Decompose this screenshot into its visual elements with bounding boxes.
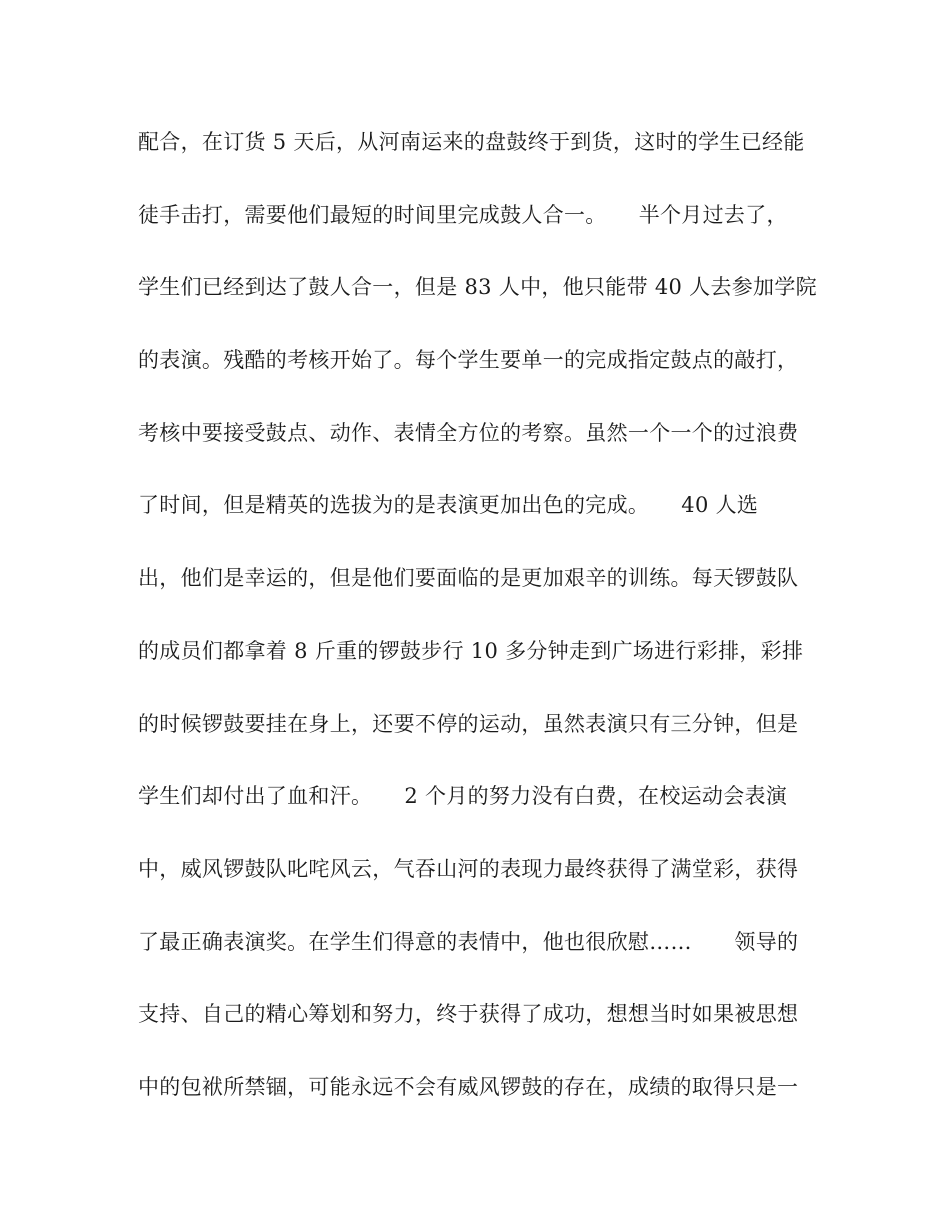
text-line: 学生们却付出了血和汗。 2 个月的努力没有白费，在校运动会表演	[138, 784, 788, 809]
text-line: 的时候锣鼓要挂在身上，还要不停的运动，虽然表演只有三分钟，但是	[138, 711, 799, 736]
text-line: 出，他们是幸运的，但是他们要面临的是更加艰辛的训练。每天锣鼓队	[138, 566, 799, 591]
text-line: 学生们已经到达了鼓人合一，但是 83 人中，他只能带 40 人去参加学院	[138, 275, 817, 300]
text-line: 中，威风锣鼓队叱咤风云，气吞山河的表现力最终获得了满堂彩，获得	[138, 856, 799, 881]
body-text	[138, 124, 818, 1142]
text-line: 的表演。残酷的考核开始了。每个学生要单一的完成指定鼓点的敲打，	[138, 348, 799, 373]
text-line: 中的包袱所禁锢，可能永远不会有威风锣鼓的存在，成绩的取得只是一	[138, 1074, 799, 1099]
text-line: 的成员们都拿着 8 斤重的锣鼓步行 10 多分钟走到广场进行彩排，彩排	[138, 638, 804, 663]
text-line: 考核中要接受鼓点、动作、表情全方位的考察。虽然一个一个的过浪费	[138, 420, 799, 445]
text-line: 配合，在订货 5 天后，从河南运来的盘鼓终于到货，这时的学生已经能	[138, 130, 805, 154]
text-line: 了最正确表演奖。在学生们得意的表情中，他也很欣慰…… 领导的	[138, 929, 799, 954]
text-line: 了时间，但是精英的选拔为的是表演更加出色的完成。 40 人选	[138, 493, 759, 518]
text-line: 徒手击打，需要他们最短的时间里完成鼓人合一。 半个月过去了，	[138, 202, 788, 227]
text-line: 支持、自己的精心筹划和努力，终于获得了成功，想想当时如果被思想	[138, 1002, 799, 1027]
